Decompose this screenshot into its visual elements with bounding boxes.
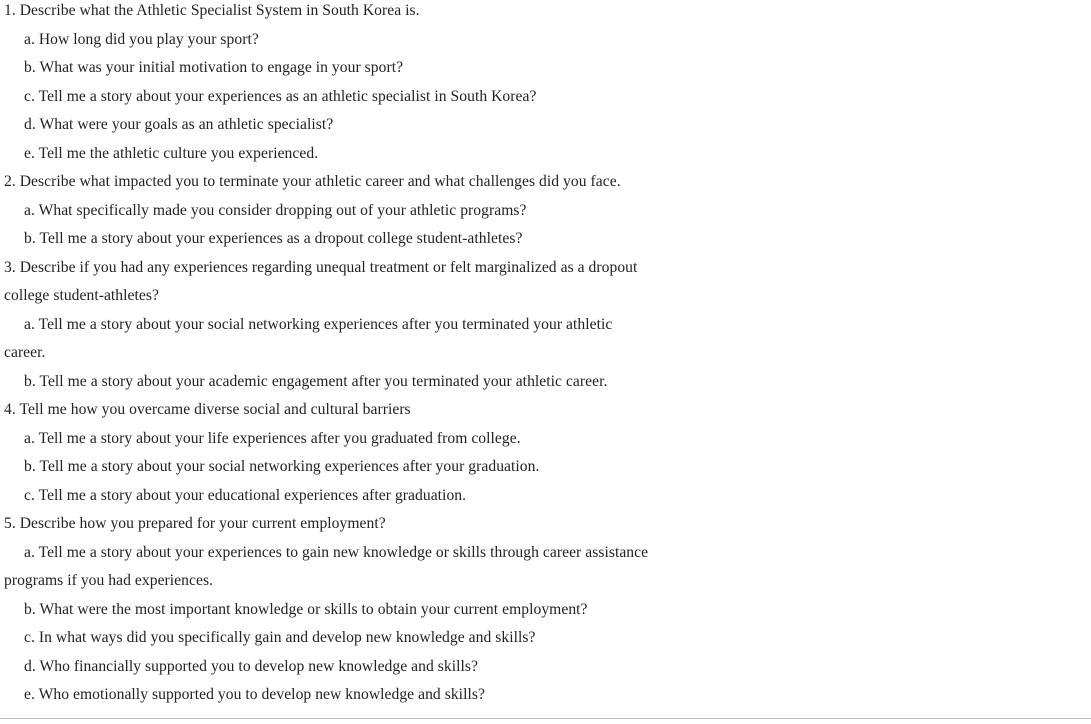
question-3-line-2: college student-athletes? [4, 287, 159, 304]
question-4b: b. Tell me a story about your social networking experiences after your graduation. [24, 458, 540, 475]
question-3-line-1: 3. Describe if you had any experiences regarding unequal treatment or felt marginalized as a dropout [4, 258, 638, 276]
question-1d: d. What were your goals as an athletic specialist? [24, 116, 334, 133]
question-4: 4. Tell me how you overcame diverse social and cultural barriers [4, 401, 411, 418]
question-3a-line-1: a. Tell me a story about your social networking experiences after you terminated your athletic [24, 315, 613, 333]
question-1: 1. Describe what the Athletic Specialist System in South Korea is. [4, 2, 420, 19]
question-5d: d. Who financially supported you to develop new knowledge and skills? [24, 657, 478, 675]
question-1b: b. What was your initial motivation to engage in your sport? [24, 59, 404, 76]
question-1a: a. How long did you play your sport? [24, 30, 259, 48]
question-2: 2. Describe what impacted you to terminate your athletic career and what challenges did you face. [4, 173, 621, 190]
question-4c: c. Tell me a story about your educational experiences after graduation. [24, 486, 467, 504]
question-2a: a. What specifically made you consider dropping out of your athletic programs? [24, 201, 527, 219]
question-5c: c. In what ways did you specifically gain and develop new knowledge and skills? [24, 629, 536, 646]
bottom-divider [0, 718, 1091, 719]
question-1c: c. Tell me a story about your experiences as an athletic specialist in South Korea? [24, 87, 537, 105]
question-4a: a. Tell me a story about your life experiences after you graduated from college. [24, 429, 521, 447]
question-5: 5. Describe how you prepared for your current employment? [4, 515, 386, 532]
question-5a-line-2: programs if you had experiences. [4, 572, 214, 589]
question-5a-line-1: a. Tell me a story about your experiences to gain new knowledge or skills through career assistance [24, 543, 649, 561]
question-5b: b. What were the most important knowledge or skills to obtain your current employment? [24, 600, 588, 618]
question-3b: b. Tell me a story about your academic engagement after you terminated your athletic career. [24, 372, 608, 390]
question-2b: b. Tell me a story about your experiences as a dropout college student-athletes? [24, 230, 523, 247]
question-1e: e. Tell me the athletic culture you experienced. [24, 144, 319, 162]
question-5e: e. Who emotionally supported you to develop new knowledge and skills? [24, 686, 485, 703]
question-3a-line-2: career. [4, 344, 46, 361]
